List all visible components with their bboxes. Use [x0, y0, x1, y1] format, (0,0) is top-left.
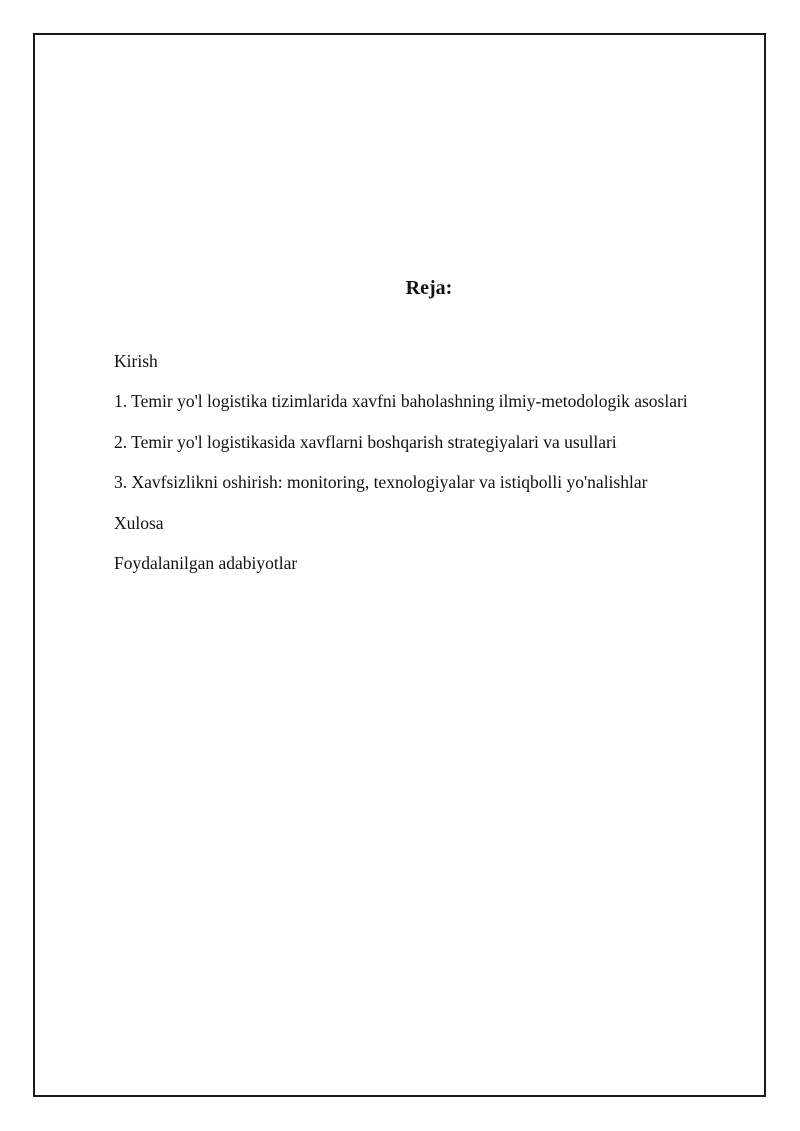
page-title: Reja:: [405, 277, 453, 299]
toc-item-chapter-2: 2. Temir yo'l logistikasida xavflarni boshqarish strategiyalari va usullari: [114, 431, 617, 452]
toc-item-conclusion: Xulosa: [114, 512, 164, 533]
toc-item-introduction: Kirish: [114, 351, 158, 371]
toc-item-chapter-3: 3. Xavfsizlikni oshirish: monitoring, texnologiyalar va istiqbolli yo'nalishlar: [114, 472, 648, 493]
table-of-contents: [114, 351, 764, 593]
toc-item-chapter-1: 1. Temir yo'l logistika tizimlarida xavfni baholashning ilmiy-metodologik asoslari: [114, 391, 688, 412]
toc-item-references: Foydalanilgan adabiyotlar: [114, 552, 298, 573]
